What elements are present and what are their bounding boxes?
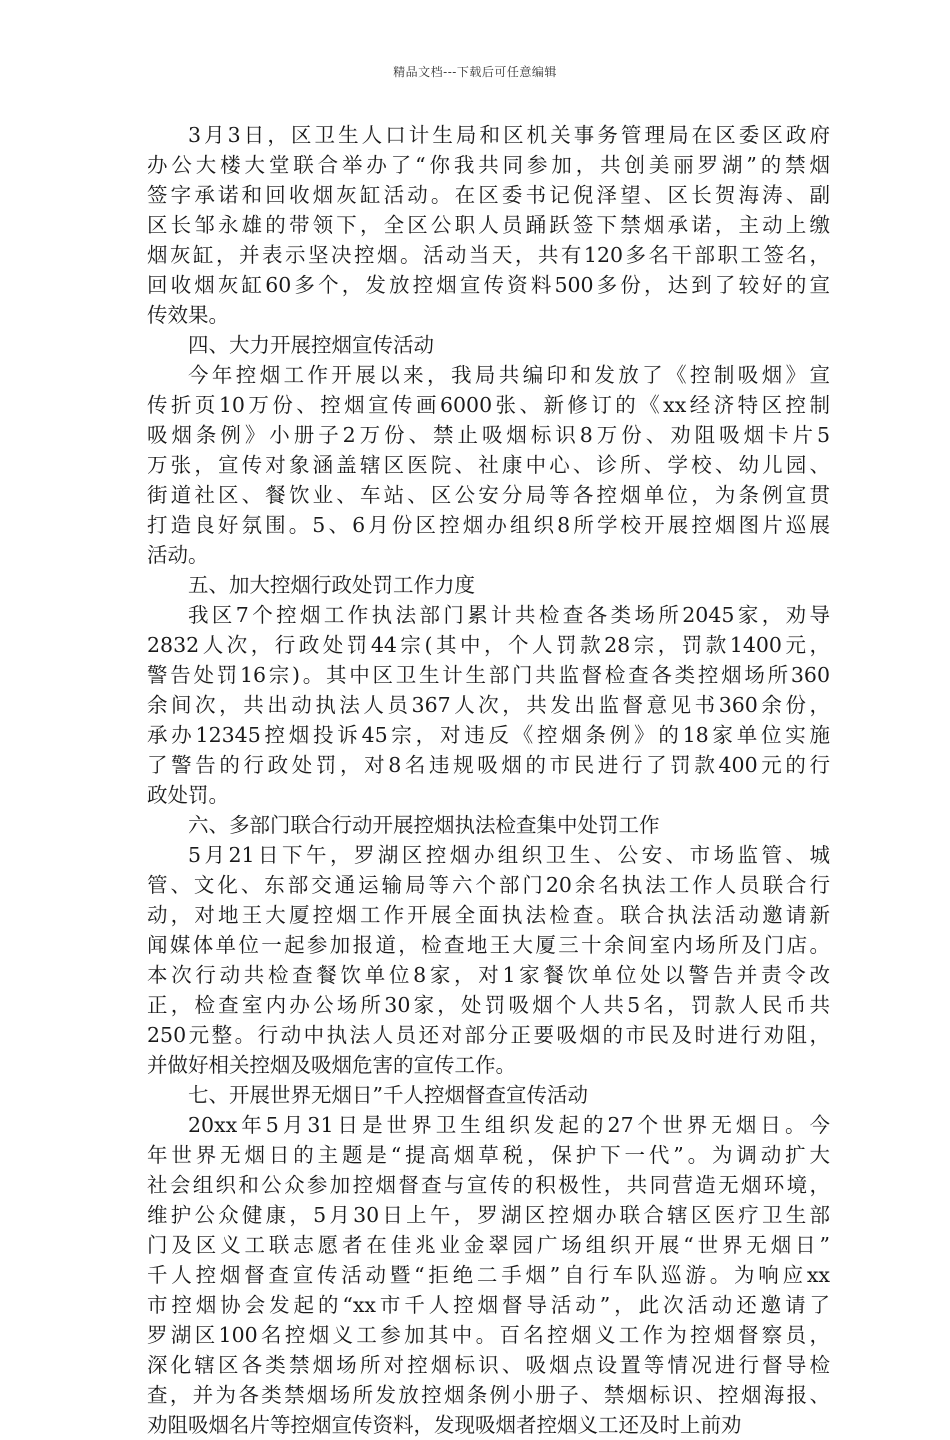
paragraph-line: 承办12345控烟投诉45宗，对违反《控烟条例》的18家单位实施	[147, 723, 830, 747]
paragraph-line: 警告处罚16宗)。其中区卫生计生部门共监督检查各类控烟场所360	[147, 663, 830, 687]
paragraph-line: 区长邹永雄的带领下，全区公职人员踊跃签下禁烟承诺，主动上缴	[147, 213, 830, 237]
paragraph-line: 门及区义工联志愿者在佳兆业金翠园广场组织开展“世界无烟日”	[147, 1233, 830, 1257]
paragraph-line: 了警告的行政处罚，对8名违规吸烟的市民进行了罚款400元的行	[147, 753, 830, 777]
section-heading	[147, 330, 830, 360]
section-heading	[147, 810, 830, 840]
paragraph-line: 本次行动共检查餐饮单位8家，对1家餐饮单位处以警告并责令改	[147, 963, 830, 987]
paragraph-line: 政处罚。	[147, 783, 229, 807]
paragraph-line: 管、文化、东部交通运输局等六个部门20余名执法工作人员联合行	[147, 873, 830, 897]
paragraph-line: 动，对地王大厦控烟工作开展全面执法检查。联合执法活动邀请新	[147, 903, 830, 927]
paragraph-line: 打造良好氛围。5、6月份区控烟办组织8所学校开展控烟图片巡展	[147, 513, 830, 537]
document-body	[147, 120, 830, 1440]
paragraph-line: 250元整。行动中执法人员还对部分正要吸烟的市民及时进行劝阻，	[147, 1023, 830, 1047]
section-heading	[147, 570, 830, 600]
page-header: 精品文档---下载后可任意编辑	[393, 65, 557, 79]
paragraph-line: 正，检查室内办公场所30家，处罚吸烟个人共5名，罚款人民币共	[147, 993, 830, 1017]
paragraph	[147, 840, 830, 1080]
paragraph	[147, 360, 830, 570]
heading-text: 四、大力开展控烟宣传活动	[188, 333, 434, 357]
paragraph-line: 街道社区、餐饮业、车站、区公安分局等各控烟单位，为条例宣贯	[147, 483, 830, 507]
heading-text: 七、开展世界无烟日”千人控烟督查宣传活动	[188, 1083, 588, 1107]
paragraph-line: 烟灰缸，并表示坚决控烟。活动当天，共有120多名干部职工签名，	[147, 243, 830, 267]
paragraph	[147, 120, 830, 330]
paragraph-line: 社会组织和公众参加控烟督查与宣传的积极性，共同营造无烟环境，	[147, 1173, 830, 1197]
paragraph	[147, 600, 830, 810]
paragraph-line: 吸烟条例》小册子2万份、禁止吸烟标识8万份、劝阻吸烟卡片5	[147, 423, 830, 447]
paragraph-line: 传折页10万份、控烟宣传画6000张、新修订的《xx经济特区控制	[147, 393, 830, 417]
paragraph-line: 回收烟灰缸60多个，发放控烟宣传资料500多份，达到了较好的宣	[147, 273, 830, 297]
paragraph-line: 2832人次，行政处罚44宗(其中，个人罚款28宗，罚款1400元，	[147, 633, 830, 657]
paragraph-line: 我区7个控烟工作执法部门累计共检查各类场所2045家，劝导	[188, 603, 830, 627]
paragraph-line: 5月21日下午，罗湖区控烟办组织卫生、公安、市场监管、城	[188, 843, 830, 867]
paragraph-line: 千人控烟督查宣传活动暨“拒绝二手烟”自行车队巡游。为响应xx	[147, 1263, 830, 1287]
paragraph	[147, 1110, 830, 1440]
paragraph-line: 3月3日，区卫生人口计生局和区机关事务管理局在区委区政府	[188, 123, 830, 147]
paragraph-line: 万张，宣传对象涵盖辖区医院、社康中心、诊所、学校、幼儿园、	[147, 453, 830, 477]
paragraph-line: 市控烟协会发起的“xx市千人控烟督导活动”，此次活动还邀请了	[147, 1293, 830, 1317]
paragraph-line: 办公大楼大堂联合举办了“你我共同参加，共创美丽罗湖”的禁烟	[147, 153, 830, 177]
paragraph-line: 查，并为各类禁烟场所发放控烟条例小册子、禁烟标识、控烟海报、	[147, 1383, 830, 1407]
paragraph-line: 余间次，共出动执法人员367人次，共发出监督意见书360余份，	[147, 693, 830, 717]
paragraph-line: 罗湖区100名控烟义工参加其中。百名控烟义工作为控烟督察员，	[147, 1323, 830, 1347]
paragraph-line: 今年控烟工作开展以来，我局共编印和发放了《控制吸烟》宣	[188, 363, 830, 387]
paragraph-line: 传效果。	[147, 303, 229, 327]
paragraph-line: 签字承诺和回收烟灰缸活动。在区委书记倪泽望、区长贺海涛、副	[147, 183, 830, 207]
paragraph-line: 活动。	[147, 543, 209, 567]
paragraph-line: 劝阻吸烟名片等控烟宣传资料，发现吸烟者控烟义工还及时上前劝	[147, 1413, 742, 1437]
paragraph-line: 闻媒体单位一起参加报道，检查地王大厦三十余间室内场所及门店。	[147, 933, 830, 957]
paragraph-line: 年世界无烟日的主题是“提高烟草税，保护下一代”。为调动扩大	[147, 1143, 830, 1167]
heading-text: 五、加大控烟行政处罚工作力度	[188, 573, 475, 597]
paragraph-line: 深化辖区各类禁烟场所对控烟标识、吸烟点设置等情况进行督导检	[147, 1353, 830, 1377]
paragraph-line: 并做好相关控烟及吸烟危害的宣传工作。	[147, 1053, 516, 1077]
heading-text: 六、多部门联合行动开展控烟执法检查集中处罚工作	[188, 813, 660, 837]
section-heading	[147, 1080, 830, 1110]
paragraph-line: 20xx年5月31日是世界卫生组织发起的27个世界无烟日。今	[188, 1113, 830, 1137]
paragraph-line: 维护公众健康，5月30日上午，罗湖区控烟办联合辖区医疗卫生部	[147, 1203, 830, 1227]
